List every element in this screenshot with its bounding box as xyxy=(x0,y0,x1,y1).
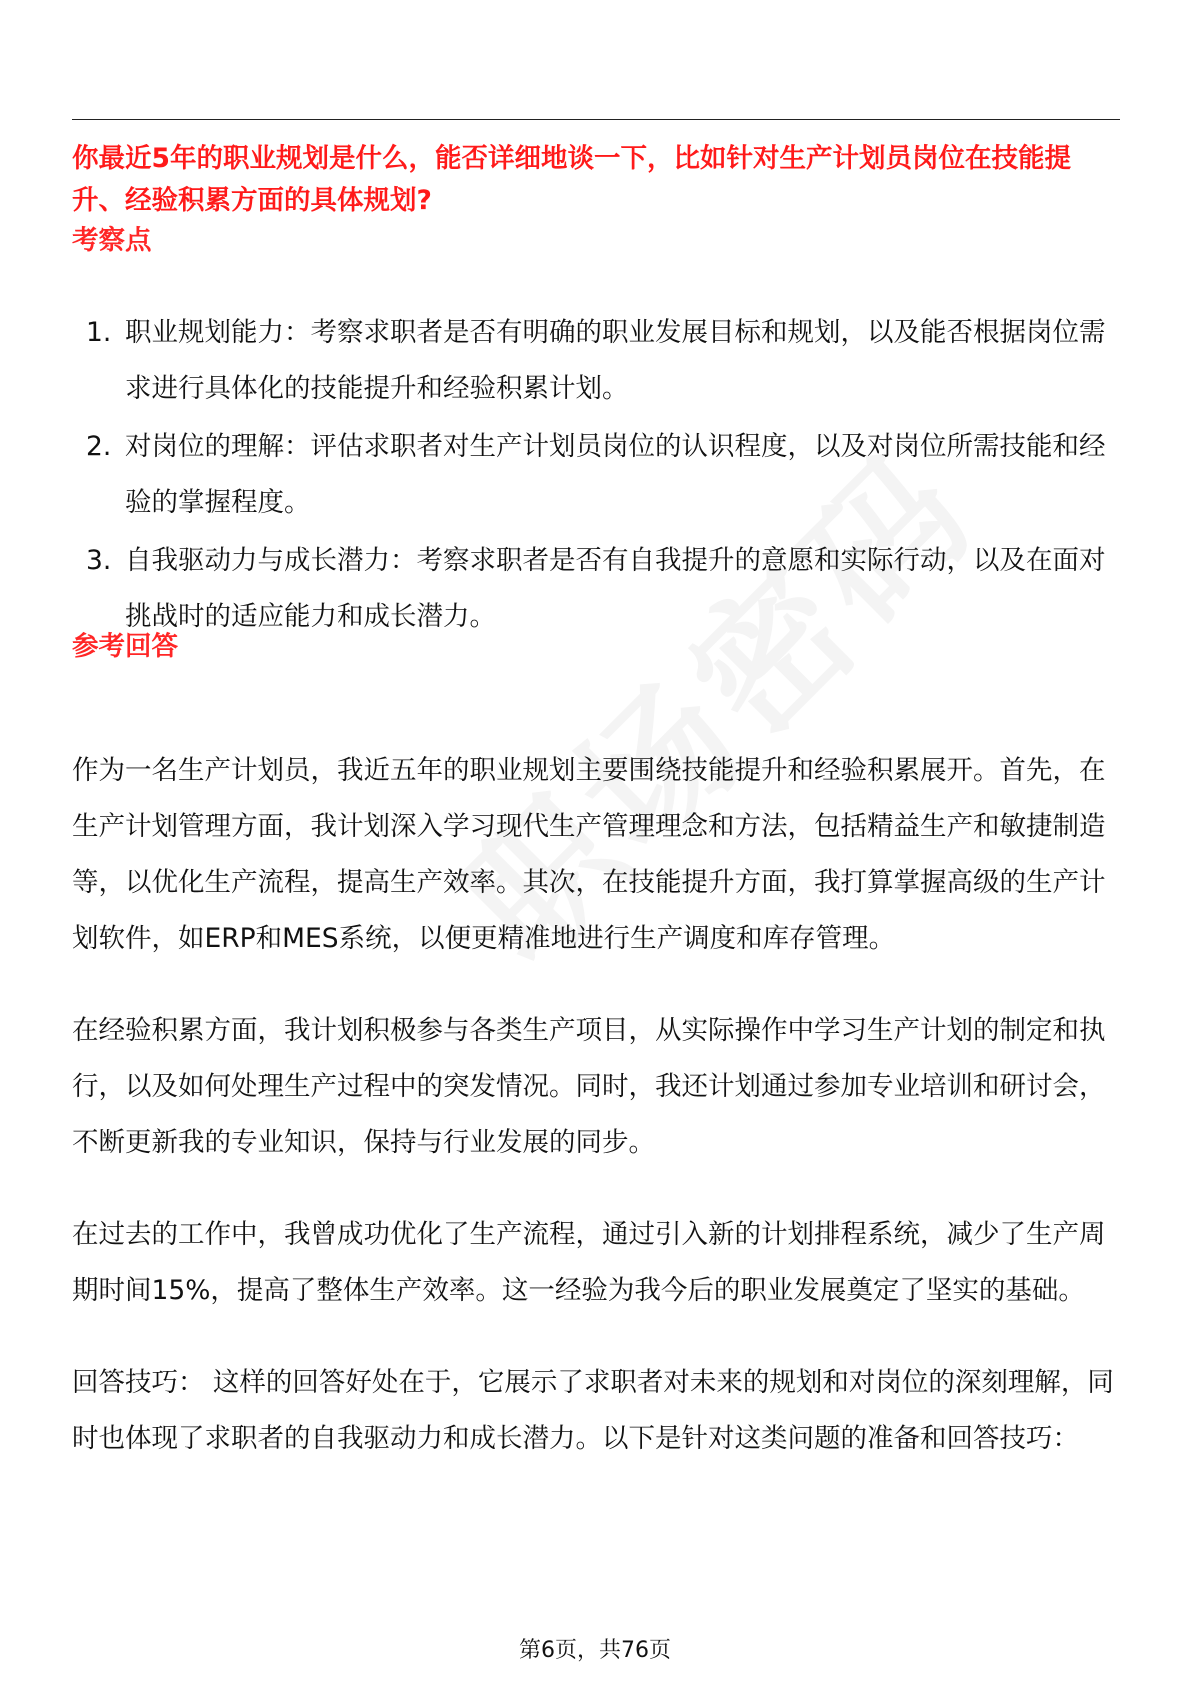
answer-paragraph: 在过去的工作中，我曾成功优化了生产流程，通过引入新的计划排程系统，减少了生产周期时间15%，提高了整体生产效率。这一经验为我今后的职业发展奠定了坚实的基础。 xyxy=(72,1219,1106,1306)
page-number: 第6页，共76页 xyxy=(519,1638,671,1663)
exam-point-text: 职业规划能力：考察求职者是否有明确的职业发展目标和规划，以及能否根据岗位需求进行具体化的技能提升和经验积累计划。 xyxy=(125,317,1106,404)
exam-point-number: 1. xyxy=(86,317,112,348)
exam-points-title: 考察点 xyxy=(72,225,152,256)
answer-tips-paragraph: 回答技巧： 这样的回答好处在于，它展示了求职者对未来的规划和对岗位的深刻理解，同时也体现了求职者的自我驱动力和成长潜力。以下是针对这类问题的准备和回答技巧： xyxy=(72,1367,1114,1454)
exam-point-number: 3. xyxy=(86,545,112,576)
exam-point-3 xyxy=(72,533,1122,645)
exam-points-list xyxy=(72,305,1122,647)
exam-point-text: 对岗位的理解：评估求职者对生产计划员岗位的认识程度，以及对岗位所需技能和经验的掌握程度。 xyxy=(125,431,1106,518)
header-rule xyxy=(72,119,1120,120)
exam-point-2 xyxy=(72,419,1122,531)
answer-body xyxy=(72,743,1122,1503)
exam-point-1 xyxy=(72,305,1122,417)
answer-paragraph: 作为一名生产计划员，我近五年的职业规划主要围绕技能提升和经验积累展开。首先，在生产计划管理方面，我计划深入学习现代生产管理理念和方法，包括精益生产和敏捷制造等，以优化生产流程，提高生产效率。其次，在技能提升方面，我打算掌握高级的生产计划软件，如ERP和MES系统，以便更精准地进行生产调度和库存管理。 xyxy=(72,755,1106,954)
exam-point-text: 自我驱动力与成长潜力：考察求职者是否有自我提升的意愿和实际行动，以及在面对挑战时的适应能力和成长潜力。 xyxy=(125,545,1106,632)
reference-answer-title: 参考回答 xyxy=(72,631,178,662)
answer-paragraph: 在经验积累方面，我计划积极参与各类生产项目，从实际操作中学习生产计划的制定和执行，以及如何处理生产过程中的突发情况。同时，我还计划通过参加专业培训和研讨会，不断更新我的专业知识，保持与行业发展的同步。 xyxy=(72,1015,1106,1158)
question-title: 你最近5年的职业规划是什么，能否详细地谈一下，比如针对生产计划员岗位在技能提升、经验积累方面的具体规划? xyxy=(72,143,1071,216)
exam-point-number: 2. xyxy=(86,431,112,462)
